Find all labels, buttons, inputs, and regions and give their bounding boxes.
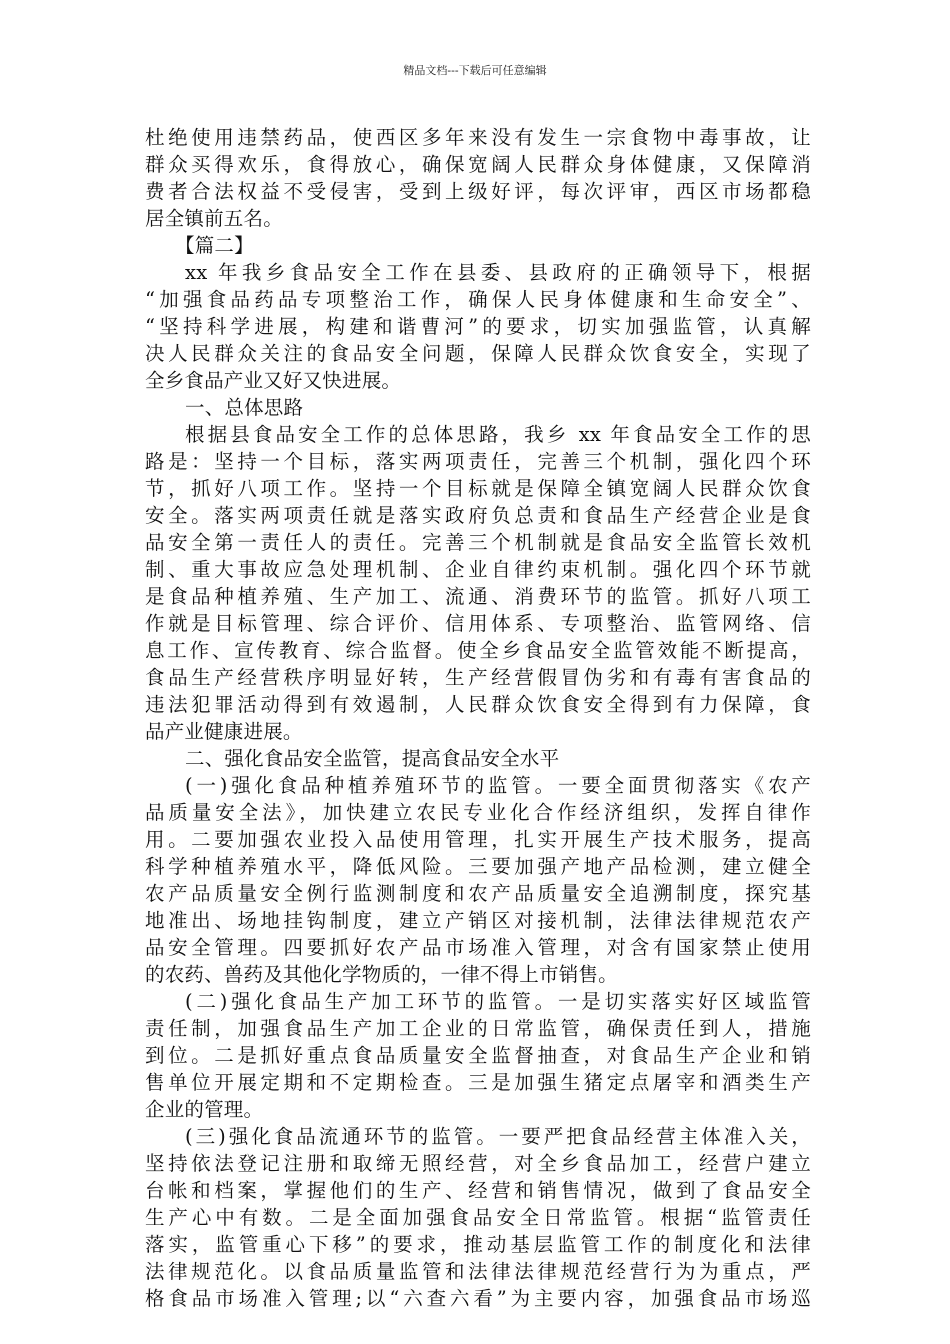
body-line: 格食品市场准入管理;以“六查六看”为主要内容，加强食品市场巡 — [145, 1287, 811, 1310]
body-line: 到位。二是抓好重点食品质量安全监督抽查，对食品生产企业和销 — [145, 1044, 811, 1067]
body-line: 责任制，加强食品生产加工企业的日常监管，确保责任到人，措施 — [145, 1017, 811, 1040]
body-line: 节，抓好八项工作。坚持一个目标就是保障全镇宽阔人民群众饮食 — [145, 477, 811, 500]
body-line: (二)强化食品生产加工环节的监管。一是切实落实好区域监管 — [185, 990, 811, 1013]
body-line: (三)强化食品流通环节的监管。一要严把食品经营主体准入关， — [185, 1125, 811, 1148]
body-line: 台帐和档案，掌握他们的生产、经营和销售情况，做到了食品安全 — [145, 1179, 811, 1202]
body-line: 群众买得欢乐，食得放心，确保宽阔人民群众身体健康，又保障消 — [145, 153, 811, 176]
body-line: 品质量安全法》，加快建立农民专业化合作经济组织，发挥自律作 — [145, 801, 811, 824]
body-line: 坚持依法登记注册和取缔无照经营，对全乡食品加工，经营户建立 — [145, 1152, 811, 1175]
body-line: 科学种植养殖水平，降低风险。三要加强产地产品检测，建立健全 — [145, 855, 811, 878]
body-line: 售单位开展定期和不定期检查。三是加强生猪定点屠宰和酒类生产 — [145, 1071, 811, 1094]
body-line: 居全镇前五名。 — [145, 207, 283, 230]
body-line: 决人民群众关注的食品安全问题，保障人民群众饮食安全，实现了 — [145, 342, 811, 365]
body-line: 落实，监管重心下移”的要求，推动基层监管工作的制度化和法律 — [145, 1233, 811, 1256]
section-heading: 【篇二】 — [175, 234, 254, 257]
body-line: 用。二要加强农业投入品使用管理，扎实开展生产技术服务，提高 — [145, 828, 811, 851]
section-heading: 二、强化食品安全监管，提高食品安全水平 — [185, 747, 560, 770]
body-line: 全乡食品产业又好又快进展。 — [145, 369, 402, 392]
body-line: 品产业健康进展。 — [145, 720, 303, 743]
body-line: 制、重大事故应急处理机制、企业自律约束机制。强化四个环节就 — [145, 558, 811, 581]
page-header: 精品文档---下载后可任意编辑 — [403, 64, 547, 77]
body-line: 根据县食品安全工作的总体思路，我乡 xx 年食品安全工作的思 — [185, 423, 811, 446]
body-line: 杜绝使用违禁药品，使西区多年来没有发生一宗食物中毒事故，让 — [145, 126, 811, 149]
body-line: 路是：坚持一个目标，落实两项责任，完善三个机制，强化四个环 — [145, 450, 811, 473]
body-line: 品安全第一责任人的责任。完善三个机制就是食品安全监管长效机 — [145, 531, 811, 554]
body-line: 的农药、兽药及其他化学物质的，一律不得上市销售。 — [145, 963, 618, 986]
document-body — [145, 124, 811, 1312]
section-heading: 一、总体思路 — [185, 396, 304, 419]
body-line: “坚持科学进展，构建和谐曹河”的要求，切实加强监管，认真解 — [145, 315, 811, 338]
body-line: 生产心中有数。二是全面加强食品安全日常监管。根据“监管责任 — [145, 1206, 811, 1229]
body-line: (一)强化食品种植养殖环节的监管。一要全面贯彻落实《农产 — [185, 774, 811, 797]
body-line: xx 年我乡食品安全工作在县委、县政府的正确领导下，根据 — [185, 261, 811, 284]
body-line: 费者合法权益不受侵害，受到上级好评，每次评审，西区市场都稳 — [145, 180, 811, 203]
body-line: “加强食品药品专项整治工作，确保人民身体健康和生命安全”、 — [145, 288, 811, 311]
body-line: 安全。落实两项责任就是落实政府负总责和食品生产经营企业是食 — [145, 504, 811, 527]
body-line: 是食品种植养殖、生产加工、流通、消费环节的监管。抓好八项工 — [145, 585, 811, 608]
body-line: 地准出、场地挂钩制度，建立产销区对接机制，法律法律规范农产 — [145, 909, 811, 932]
body-line: 企业的管理。 — [145, 1098, 264, 1121]
body-line: 违法犯罪活动得到有效遏制，人民群众饮食安全得到有力保障，食 — [145, 693, 811, 716]
body-line: 农产品质量安全例行监测制度和农产品质量安全追溯制度，探究基 — [145, 882, 811, 905]
body-line: 息工作、宣传教育、综合监督。使全乡食品安全监管效能不断提高， — [145, 639, 811, 662]
body-line: 品安全管理。四要抓好农产品市场准入管理，对含有国家禁止使用 — [145, 936, 811, 959]
body-line: 食品生产经营秩序明显好转，生产经营假冒伪劣和有毒有害食品的 — [145, 666, 811, 689]
body-line: 作就是目标管理、综合评价、信用体系、专项整治、监管网络、信 — [145, 612, 811, 635]
body-line: 法律规范化。以食品质量监管和法律法律规范经营行为为重点，严 — [145, 1260, 811, 1283]
